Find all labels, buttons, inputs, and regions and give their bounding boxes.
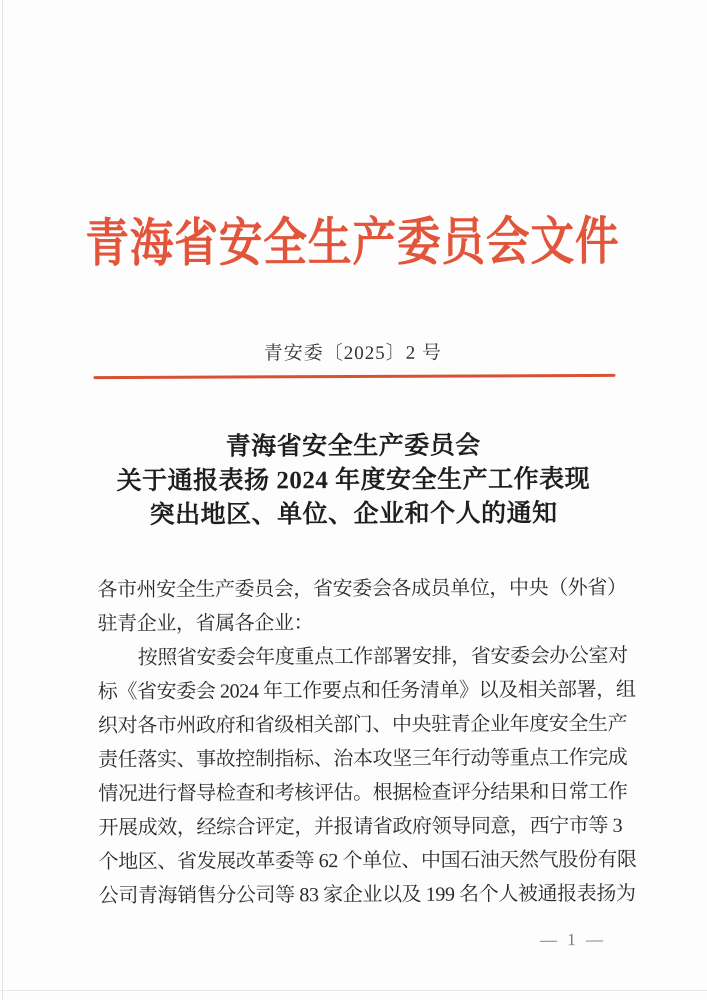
- body-line: 驻青企业，省属各企业：: [97, 612, 314, 636]
- document-number: 青安委〔2025〕2 号: [263, 342, 443, 365]
- letterhead-title: 青海省安全生产委员会文件: [85, 213, 620, 274]
- body-text: [97, 571, 637, 913]
- body-line: 个地区、省发展改革委等 62 个单位、中国石油天然气股份有限: [98, 848, 637, 874]
- letterhead-red-rule: [93, 374, 615, 379]
- body-line: 公司青海销售分公司等 83 家企业以及 199 名个人被通报表扬为: [98, 882, 636, 908]
- body-line: 各市州安全生产委员会，省安委会各成员单位，中央（外省）: [97, 576, 627, 602]
- body-line: 织对各市州政府和省级相关部门、中央驻青企业年度安全生产: [97, 712, 628, 738]
- body-line: 情况进行督导检查和考核评估。根据检查评分结果和日常工作: [98, 780, 628, 806]
- body-line: 责任落实、事故控制指标、治本攻坚三年行动等重点工作完成: [98, 746, 628, 772]
- notice-title: [0, 428, 707, 533]
- body-line: 标《省安委会 2024 年工作要点和任务清单》以及相关部署，组: [97, 678, 636, 704]
- notice-title-line-1: 青海省安全生产委员会: [225, 432, 481, 461]
- page-number: — 1 —: [539, 929, 606, 950]
- notice-title-line-2: 关于通报表扬 2024 年度安全生产工作表现: [116, 465, 591, 496]
- body-line: 按照省安委会年度重点工作部署安排，省安委会办公室对: [137, 644, 628, 669]
- body-line: 开展成效，经综合评定，并报请省政府领导同意，西宁市等 3: [98, 814, 623, 840]
- notice-title-line-3: 突出地区、单位、企业和个人的通知: [149, 500, 558, 529]
